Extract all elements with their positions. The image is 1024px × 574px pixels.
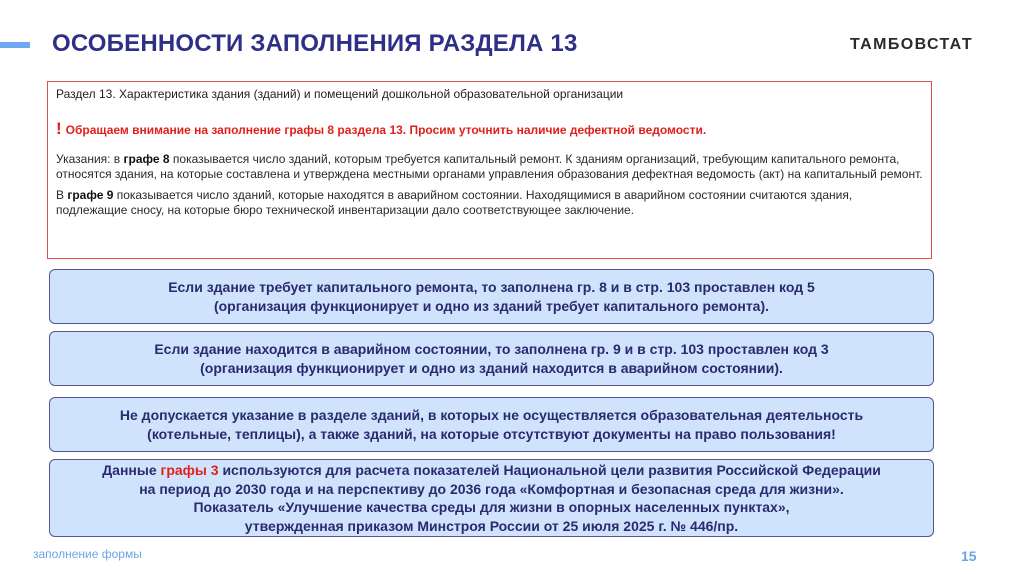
box-text: используются для расчета показателей Национальной цели развития Российской Федерации [218, 462, 881, 478]
info-box-emergency-state [49, 331, 934, 386]
box-line: (котельные, теплицы), а также зданий, на которые отсутствуют документы на право пользования! [147, 425, 836, 442]
box-text: Данные [102, 462, 161, 478]
info-box-national-goal [49, 459, 934, 537]
box-line [50, 461, 933, 480]
accent-bar [0, 42, 30, 48]
info-box-capital-repair [49, 269, 934, 324]
box-line: Если здание находится в аварийном состоянии, то заполнена гр. 9 и в стр. 103 проставлен код 3 [154, 340, 829, 357]
footer-label: заполнение формы [33, 547, 142, 561]
notice-alert [56, 121, 923, 138]
notice-heading: Раздел 13. Характеристика здания (зданий) и помещений дошкольной образовательной организации [56, 87, 624, 101]
exclamation-icon: ! [56, 119, 62, 138]
box-line: Не допускается указание в разделе зданий, в которых не осуществляется образовательная деятельность [119, 406, 864, 423]
para-bold: графе 8 [123, 152, 170, 166]
instruction-paragraph-8 [56, 152, 923, 182]
brand-logo-text: ТАМБОВСТАТ [850, 36, 973, 53]
info-box-not-allowed [49, 397, 934, 452]
box-line: на период до 2030 года и на перспективу до 2036 года «Комфортная и безопасная среда для жизни». [139, 480, 844, 497]
para-text: показывается число зданий, которые находятся в аварийном состоянии. Находящимися в аварийном состоянии считаются здания, подлежащие сносу, на которые бюро технической инвентаризации дало соответствующее заключение. [56, 188, 853, 217]
box-line: (организация функционирует и одно из зданий находится в аварийном состоянии). [200, 359, 783, 376]
box-line: (организация функционирует и одно из зданий требует капитального ремонта). [213, 297, 770, 314]
page-title: ОСОБЕННОСТИ ЗАПОЛНЕНИЯ РАЗДЕЛА 13 [52, 30, 578, 57]
box-line: Если здание требует капитального ремонта, то заполнена гр. 8 и в стр. 103 проставлен код 5 [168, 278, 815, 295]
box-line: Показатель «Улучшение качества среды для жизни в опорных населенных пунктах», [193, 499, 790, 515]
alert-text: Обращаем внимание на заполнение графы 8 раздела 13. Просим уточнить наличие дефектной ведомости. [65, 123, 707, 137]
para-prefix: Указания: в [56, 152, 124, 166]
box-line: утвержденная приказом Минстроя России от 25 июля 2025 г. № 446/пр. [244, 517, 739, 534]
box-highlight: графы 3 [160, 462, 219, 478]
notice-box [47, 81, 932, 259]
page-number: 15 [961, 548, 977, 564]
instruction-paragraph-9 [56, 188, 923, 218]
para-prefix: В [56, 188, 68, 202]
para-text: показывается число зданий, которым требуется капитальный ремонт. К зданиям организаций, требующим капитального ремонта, относятся здания, на которые составлена и утверждена местными органами управления образования дефектная ведомость (акт) на капитальный ремонт. [56, 152, 923, 181]
para-bold: графе 9 [67, 188, 114, 202]
